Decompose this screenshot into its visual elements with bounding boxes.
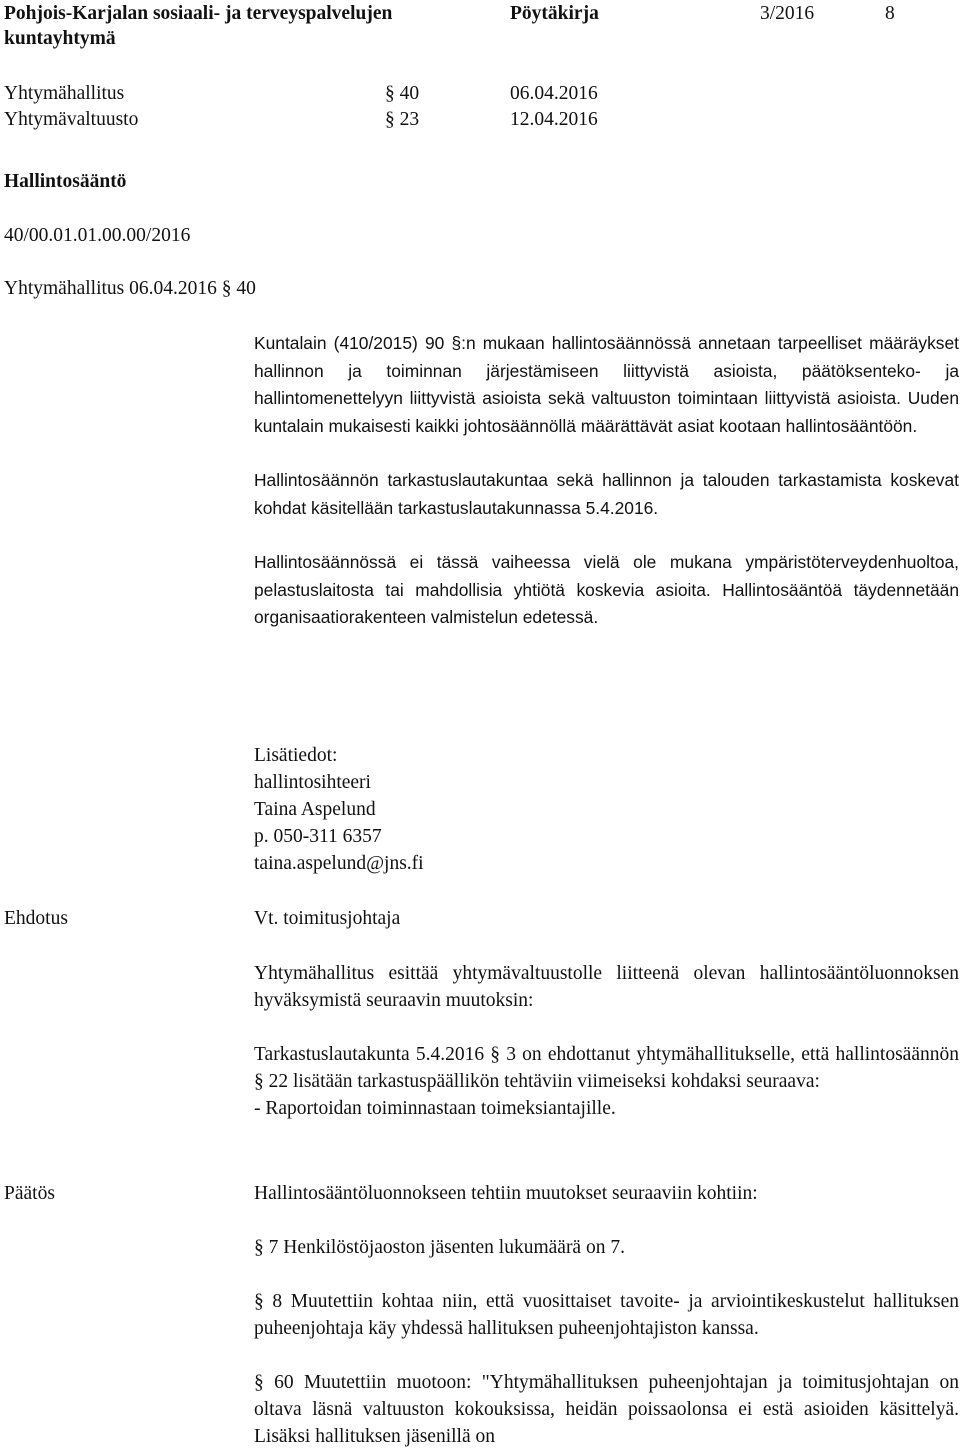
meeting-row-valtuusto-date: 12.04.2016 [510, 109, 598, 130]
proposal-presenter: Vt. toimitusjohtaja [254, 908, 401, 929]
proposal-amendment: Tarkastuslautakunta 5.4.2016 § 3 on ehdottanut yhtymähallitukselle, että hallintosäännön § 22 lisätään tarkastuspäällikön tehtäviin viimeiseksi kohdaksi seuraava: [254, 1044, 959, 1092]
decision-intro: Hallintosääntöluonnokseen tehtiin muutokset seuraaviin kohtiin: [254, 1183, 758, 1204]
paragraph-kuntalaki: Kuntalain (410/2015) 90 §:n mukaan hallintosäännössä annetaan tarpeelliset määräykset hallinnon ja toiminnan järjestämiseen liittyvistä asioista, päätöksenteko- ja hallintomenettelyyn liittyvistä asioista sekä valtuuston toimintaan liittyvistä asioista. Uuden kuntalain mukaisesti kaikki johtosäännöllä määrättävät asiat kootaan hallintosääntöön. [254, 333, 959, 436]
meeting-reference: Yhtymähallitus 06.04.2016 § 40 [4, 278, 256, 299]
proposal-label: Ehdotus [4, 908, 68, 929]
contact-name: Taina Aspelund [254, 799, 376, 820]
contact-role: hallintosihteeri [254, 772, 371, 793]
meeting-row-hallitus-section: § 40 [385, 83, 420, 104]
contact-email[interactable]: taina.aspelund@jns.fi [254, 853, 424, 874]
decision-label: Päätös [4, 1183, 55, 1204]
page-number: 8 [885, 3, 895, 24]
decision-item-8: § 8 Muutettiin kohtaa niin, että vuosittaiset tavoite- ja arviointikeskustelut hallituksen puheenjohtaja käy yhdessä hallituksen puheenjohtajiston kanssa. [254, 1291, 959, 1339]
issue-number: 3/2016 [760, 3, 815, 24]
meeting-row-hallitus-date: 06.04.2016 [510, 83, 598, 104]
decision-item-60: § 60 Muutettiin muotoon: "Yhtymähallituksen puheenjohtajan ja toimitusjohtajan on oltava läsnä valtuuston kokouksissa, heidän poissaolonsa ei estä asioiden käsittelyä. Lisäksi hallituksen jäsenillä on [254, 1372, 959, 1447]
contact-label: Lisätiedot: [254, 745, 338, 766]
proposal-text: Yhtymähallitus esittää yhtymävaltuustolle liitteenä olevan hallintosääntöluonnoksen hyväksymistä seuraavin muutoksin: [254, 963, 959, 1011]
organization-name-line2: kuntayhtymä [4, 28, 116, 49]
decision-item-7: § 7 Henkilöstöjaoston jäsenten lukumäärä on 7. [254, 1237, 625, 1258]
diary-number: 40/00.01.01.00.00/2016 [4, 225, 191, 246]
proposal-amendment-item: - Raportoidan toiminnastaan toimeksiantajille. [254, 1098, 616, 1119]
organization-name-line1: Pohjois-Karjalan sosiaali- ja terveyspalvelujen [4, 3, 393, 24]
contact-phone: p. 050-311 6357 [254, 826, 382, 847]
meeting-row-valtuusto-section: § 23 [385, 109, 420, 130]
meeting-row-valtuusto-body: Yhtymävaltuusto [4, 109, 139, 130]
paragraph-tarkastuslautakunta: Hallintosäännön tarkastuslautakuntaa sekä hallinnon ja talouden tarkastamista koskevat kohdat käsitellään tarkastuslautakunnassa 5.4.2016. [254, 470, 959, 518]
meeting-row-hallitus-body: Yhtymähallitus [4, 83, 125, 104]
document-type: Pöytäkirja [510, 3, 599, 24]
paragraph-ymparistoterveydenhuolto: Hallintosäännössä ei tässä vaiheessa vielä ole mukana ympäristöterveydenhuoltoa, pelastuslaitosta tai mahdollisia yhtiötä koskevia asioita. Hallintosääntöä täydennetään organisaatiorakenteen valmistelun edetessä. [254, 552, 959, 627]
document-title: Hallintosääntö [4, 171, 127, 192]
